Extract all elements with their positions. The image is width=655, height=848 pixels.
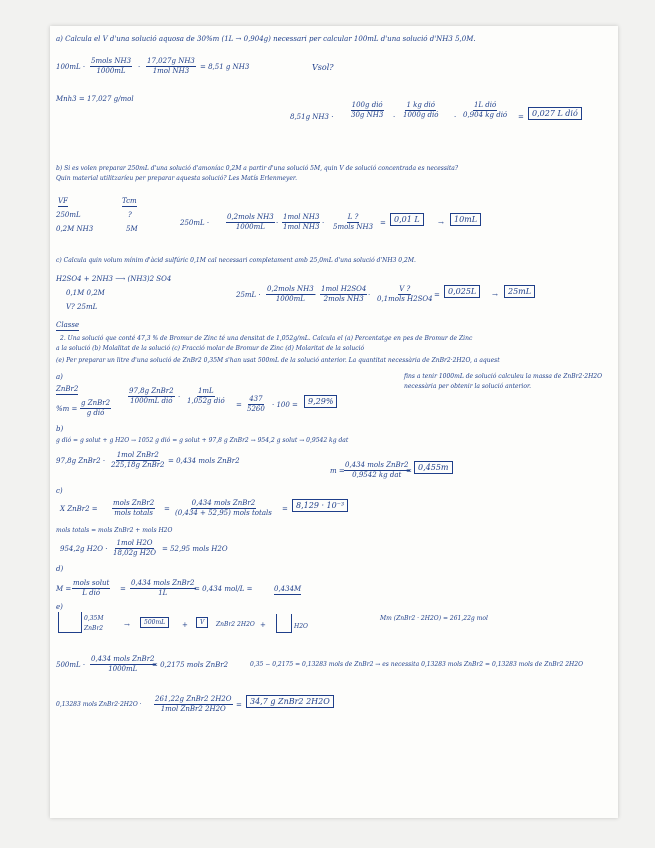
calc-text: =	[164, 505, 170, 513]
beaker-drawing	[58, 612, 82, 633]
calc-text: = 0,2175 mols ZnBr2	[152, 661, 229, 669]
calc-text: =	[120, 585, 126, 593]
calc-text: =	[236, 701, 242, 709]
table-head: Tcm	[122, 197, 137, 205]
arrow: →	[492, 291, 498, 299]
table-cell: ?	[128, 211, 132, 219]
calc-text: +	[260, 621, 266, 629]
calc-text: 250mL ·	[180, 219, 210, 227]
calc-text: ·	[178, 393, 181, 401]
part-label: b)	[56, 425, 64, 433]
part-label: e)	[56, 603, 63, 611]
answer-box: 0,01 L	[390, 216, 424, 224]
calc-text: · 100 =	[272, 401, 298, 409]
problem-1c-header: c) Calcula quin volum mínim d'àcid sulfúric 0,1M cal necessari completament amb 25,0mL d'una solució d'NH3 0,2M.	[56, 257, 416, 264]
part-label: a)	[56, 373, 63, 381]
reaction-row: V? 25mL	[66, 303, 98, 311]
answer-box: 10mL	[450, 216, 481, 224]
arrow: →	[438, 219, 444, 227]
fraction: 0,434 mols ZnBr2 1000mL	[91, 655, 155, 673]
calc-text: =	[518, 113, 524, 121]
fraction: 5mols NH3 1000mL	[91, 57, 132, 75]
calc-text: ·	[276, 219, 279, 227]
answer-box: 0,025L	[444, 288, 480, 296]
calc-text: 8,51g NH3 ·	[290, 113, 334, 121]
part-label: d)	[56, 565, 64, 573]
calc-text: ·	[322, 219, 325, 227]
calc-text: ·	[393, 113, 396, 121]
part-label: c)	[56, 487, 63, 495]
fraction: 1 kg dió 1000g dió	[403, 101, 439, 119]
fraction: 17,027g NH3 1mol NH3	[147, 57, 195, 75]
fraction: g ZnBr2 g dió	[81, 399, 111, 417]
fraction: 97,8g ZnBr2 1000mL dió	[129, 387, 174, 405]
diagram-label: 0,35M	[84, 615, 104, 622]
fraction: 0,434 mols ZnBr2 0,9542 kg dat	[345, 461, 409, 479]
fraction: 0,434 mols ZnBr2 1L	[131, 579, 195, 597]
problem-1b-header-2: Quin material utilitzaríeu per preparar aquesta solució? Les Matís Erlenmeyer.	[56, 175, 297, 182]
molar-mass: Mnh3 = 17,027 g/mol	[56, 95, 134, 103]
table-cell: 5M	[126, 225, 138, 233]
calc-text: 0,35 − 0,2175 = 0,13283 mols de ZnBr2 → es necessita 0,13283 mols ZnBr2 = 0,13283 mols de ZnBr2 2H2O	[250, 661, 584, 668]
answer-box: 0,027 L dió	[528, 110, 582, 118]
problem-2-statement-3: (e) Per preparar un litre d'una solució de ZnBr2 0,35M s'han usat 500mL de la solució anterior. La quantitat necessària de ZnBr2·2H2O, a aquest	[56, 357, 500, 364]
diagram-box: V	[196, 620, 208, 626]
fraction: mols ZnBr2 mols totals	[113, 499, 155, 517]
fraction: 1L dió 0,904 kg dió	[463, 101, 508, 119]
reaction-row: 0,1M 0,2M	[66, 289, 105, 297]
reaction-equation: H2SO4 + 2NH3 ⟶ (NH3)2 SO4	[56, 275, 172, 283]
calc-text: ·	[454, 113, 457, 121]
fraction: V ? 0,1mols H2SO4	[377, 285, 433, 303]
calc-text: = 0,434 mols ZnBr2	[168, 457, 240, 465]
fraction: L ? 5mols NH3	[333, 213, 374, 231]
diagram-box: 500mL	[140, 620, 169, 626]
fraction: 1mol NH3 1mol NH3	[283, 213, 320, 231]
calc-result: = 8,51 g NH3	[200, 63, 250, 71]
problem-2-note: fins a tenir 1000mL de solució calculeu la massa de ZnBr2·2H2O	[404, 373, 603, 380]
calc-text: m =	[330, 467, 345, 475]
problem-1a-header: a) Calcula el V d'una solució aquosa de 30%m (1L → 0,904g) necessari per calcular 100mL d'una solució d'NH3 5,0M.	[56, 35, 476, 43]
calc-text: g dió = g solut + g H2O → 1052 g dió = g solut + 97,8 g ZnBr2 → 954,2 g solut → 0,9542 kg dat	[56, 437, 349, 444]
calc-text: ·	[314, 291, 317, 299]
calc-text: X ZnBr2 =	[60, 505, 98, 513]
fraction: 261,22g ZnBr2 2H2O 1mol ZnBr2 2H2O	[155, 695, 232, 713]
answer-box: 34,7 g ZnBr2 2H2O	[246, 698, 334, 706]
fraction: 1mol H2O 18,02g H2O	[113, 539, 157, 557]
calc-text: 954,2g H2O ·	[60, 545, 108, 553]
fraction: 437 5260	[247, 395, 265, 413]
table-cell: 0,2M NH3	[56, 225, 94, 233]
answer-underline: 0,434M	[274, 585, 302, 593]
calc-text: = 52,95 mols H2O	[162, 545, 228, 553]
unknown-label: Vsol?	[312, 63, 334, 72]
answer-box: 0,455m	[414, 464, 453, 472]
arrow: →	[124, 621, 130, 629]
fraction: 0,2mols NH3 1000mL	[227, 213, 274, 231]
fraction: 0,2mols NH3 1000mL	[267, 285, 314, 303]
table-head: VF	[58, 197, 68, 205]
fraction: 100g dió 30g NH3	[351, 101, 384, 119]
answer-box: 9,29%	[304, 398, 337, 406]
answer-box: 8,129 · 10⁻³	[292, 502, 348, 510]
problem-2-statement: 2. Una solució que conté 47,3 % de Bromur de Zinc té una densitat de 1,052g/mL. Calcula el (a) Percentatge en pes de Bromur de Zinc	[60, 335, 473, 342]
fraction: mols solut L dió	[73, 579, 110, 597]
solute-label: ZnBr2	[56, 385, 79, 393]
section-label: Classe	[56, 321, 80, 329]
calc-text: +	[182, 621, 188, 629]
calc-text: M =	[56, 585, 72, 593]
calc-text: =	[282, 505, 288, 513]
notebook-page	[50, 26, 618, 818]
calc-text: 100mL ·	[56, 63, 86, 71]
calc-text: =	[406, 467, 412, 475]
calc-text: 500mL ·	[56, 661, 86, 669]
table-cell: 250mL	[56, 211, 81, 219]
fraction: 1mol H2SO4 2mols NH3	[321, 285, 367, 303]
problem-2-note-2: necessària per obtenir la solució anterior.	[404, 383, 532, 390]
calc-text: mols totals = mols ZnBr2 + mols H2O	[56, 527, 173, 534]
calc-text: ·	[368, 291, 371, 299]
problem-2-statement-2: a la solució (b) Molalitat de la solució (c) Fracció molar de Bromur de Zinc (d) Molaritat de la solució	[56, 345, 365, 352]
molar-mass: Mm (ZnBr2 · 2H2O) = 261,22g mol	[380, 615, 488, 622]
calc-text: ·	[138, 63, 141, 71]
calc-text: =	[236, 401, 242, 409]
calc-text: 0,13283 mols ZnBr2·2H2O ·	[56, 701, 142, 708]
diagram-label: ZnBr2 2H2O	[216, 621, 255, 628]
fraction: 1mol ZnBr2 225,18g ZnBr2	[111, 451, 165, 469]
problem-1b-header: b) Si es volen preparar 250mL d'una solució d'amoníac 0,2M a partir d'una solució 5M, quin V de solució concentrada es necessita?	[56, 165, 459, 172]
calc-text: =	[380, 219, 386, 227]
calc-text: 25mL ·	[236, 291, 261, 299]
calc-text: =	[434, 291, 440, 299]
diagram-label: ZnBr2	[84, 625, 104, 632]
calc-text: 97,8g ZnBr2 ·	[56, 457, 106, 465]
answer-box: 25mL	[504, 288, 535, 296]
beaker-drawing	[276, 614, 292, 633]
fraction: 0,434 mols ZnBr2 (0,434 + 52,95) mols totals	[175, 499, 272, 517]
diagram-label: H2O	[294, 623, 308, 630]
calc-text: %m =	[56, 405, 78, 413]
fraction: 1mL 1,052g dió	[187, 387, 225, 405]
calc-text: = 0,434 mol/L =	[194, 585, 253, 593]
